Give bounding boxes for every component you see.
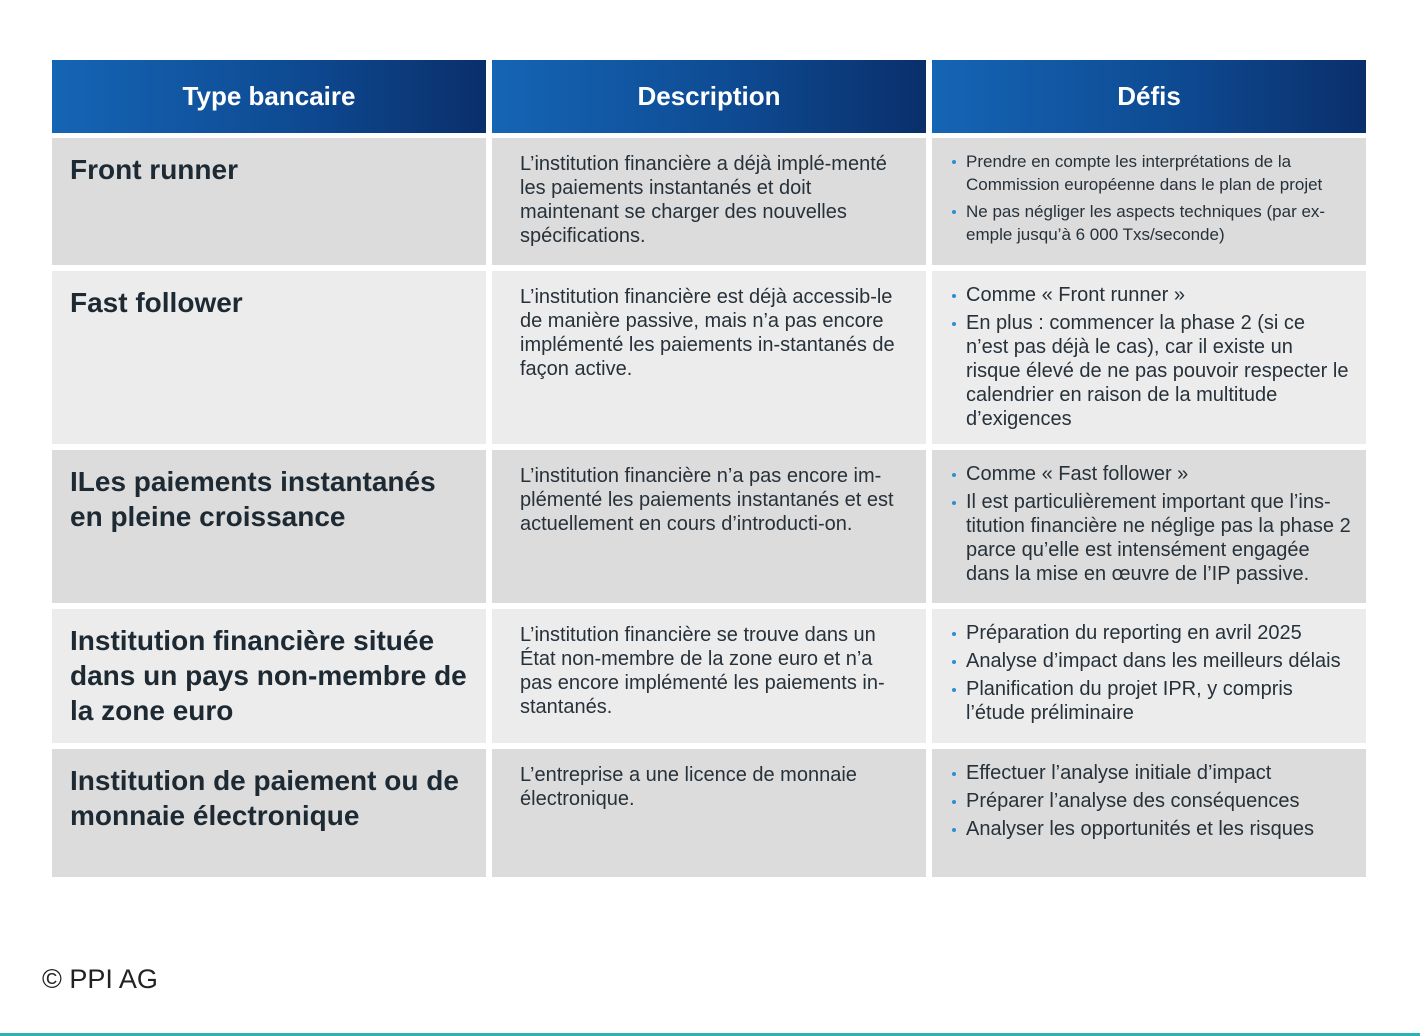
row-type: Institution financière située dans un pays non-membre de la zone euro (52, 609, 486, 743)
row-type: Front runner (52, 138, 486, 265)
header-defis: Défis (932, 60, 1366, 133)
row-defis (932, 138, 1366, 265)
row-description: L’institution financière est déjà accessib-le de manière passive, mais n’a pas encore implémenté les paiements in-stantanés de façon active. (492, 271, 926, 444)
list-item: Planification du projet IPR, y compris l’étude préliminaire (952, 677, 1352, 725)
row-description: L’institution financière a déjà implé-menté les paiements instantanés et doit maintenant se charger des nouvelles spécifications. (492, 138, 926, 265)
row-description: L’institution financière se trouve dans un État non-membre de la zone euro et n’a pas encore implémenté les paiements in-stantanés. (492, 609, 926, 743)
list-item: Analyser les opportunités et les risques (952, 817, 1352, 841)
defis-list (952, 462, 1352, 586)
row-type: ILes paiements instantanés en pleine croissance (52, 450, 486, 603)
table-row (52, 450, 1366, 603)
list-item: Comme « Fast follower » (952, 462, 1352, 486)
list-item: Préparation du reporting en avril 2025 (952, 621, 1352, 645)
list-item: Analyse d’impact dans les meilleurs délais (952, 649, 1352, 673)
list-item: Effectuer l’analyse initiale d’impact (952, 761, 1352, 785)
copyright-notice: © PPI AG (42, 964, 158, 994)
row-type: Institution de paiement ou de monnaie électronique (52, 749, 486, 877)
table-row (52, 609, 1366, 743)
defis-list (952, 621, 1352, 725)
row-description: L’entreprise a une licence de monnaie électronique. (492, 749, 926, 877)
defis-list (952, 150, 1352, 246)
table-header (52, 60, 1366, 133)
header-description: Description (492, 60, 926, 133)
defis-list (952, 283, 1352, 431)
table-row (52, 749, 1366, 877)
row-defis (932, 450, 1366, 603)
row-description: L’institution financière n’a pas encore im-plémenté les paiements instantanés et est actuellement en cours d’introducti-on. (492, 450, 926, 603)
header-type-bancaire: Type bancaire (52, 60, 486, 133)
list-item: Ne pas négliger les aspects techniques (par ex-emple jusqu’à 6 000 Txs/seconde) (952, 200, 1352, 246)
list-item: Préparer l’analyse des conséquences (952, 789, 1352, 813)
list-item: Prendre en compte les interprétations de la Commission européenne dans le plan de projet (952, 150, 1352, 196)
banking-types-table (52, 60, 1366, 883)
defis-list (952, 761, 1352, 841)
list-item: Il est particulièrement important que l’ins-titution financière ne néglige pas la phase 2 parce qu’elle est intensément engagée dans la mise en œuvre de l’IP passive. (952, 490, 1352, 586)
row-defis (932, 749, 1366, 877)
list-item: Comme « Front runner » (952, 283, 1352, 307)
row-defis (932, 609, 1366, 743)
row-defis (932, 271, 1366, 444)
table-row (52, 271, 1366, 444)
row-type: Fast follower (52, 271, 486, 444)
list-item: En plus : commencer la phase 2 (si ce n’est pas déjà le cas), car il existe un risque élevé de ne pas pouvoir respecter le calendrier en raison de la multitude d’exigences (952, 311, 1352, 431)
table-row (52, 138, 1366, 265)
